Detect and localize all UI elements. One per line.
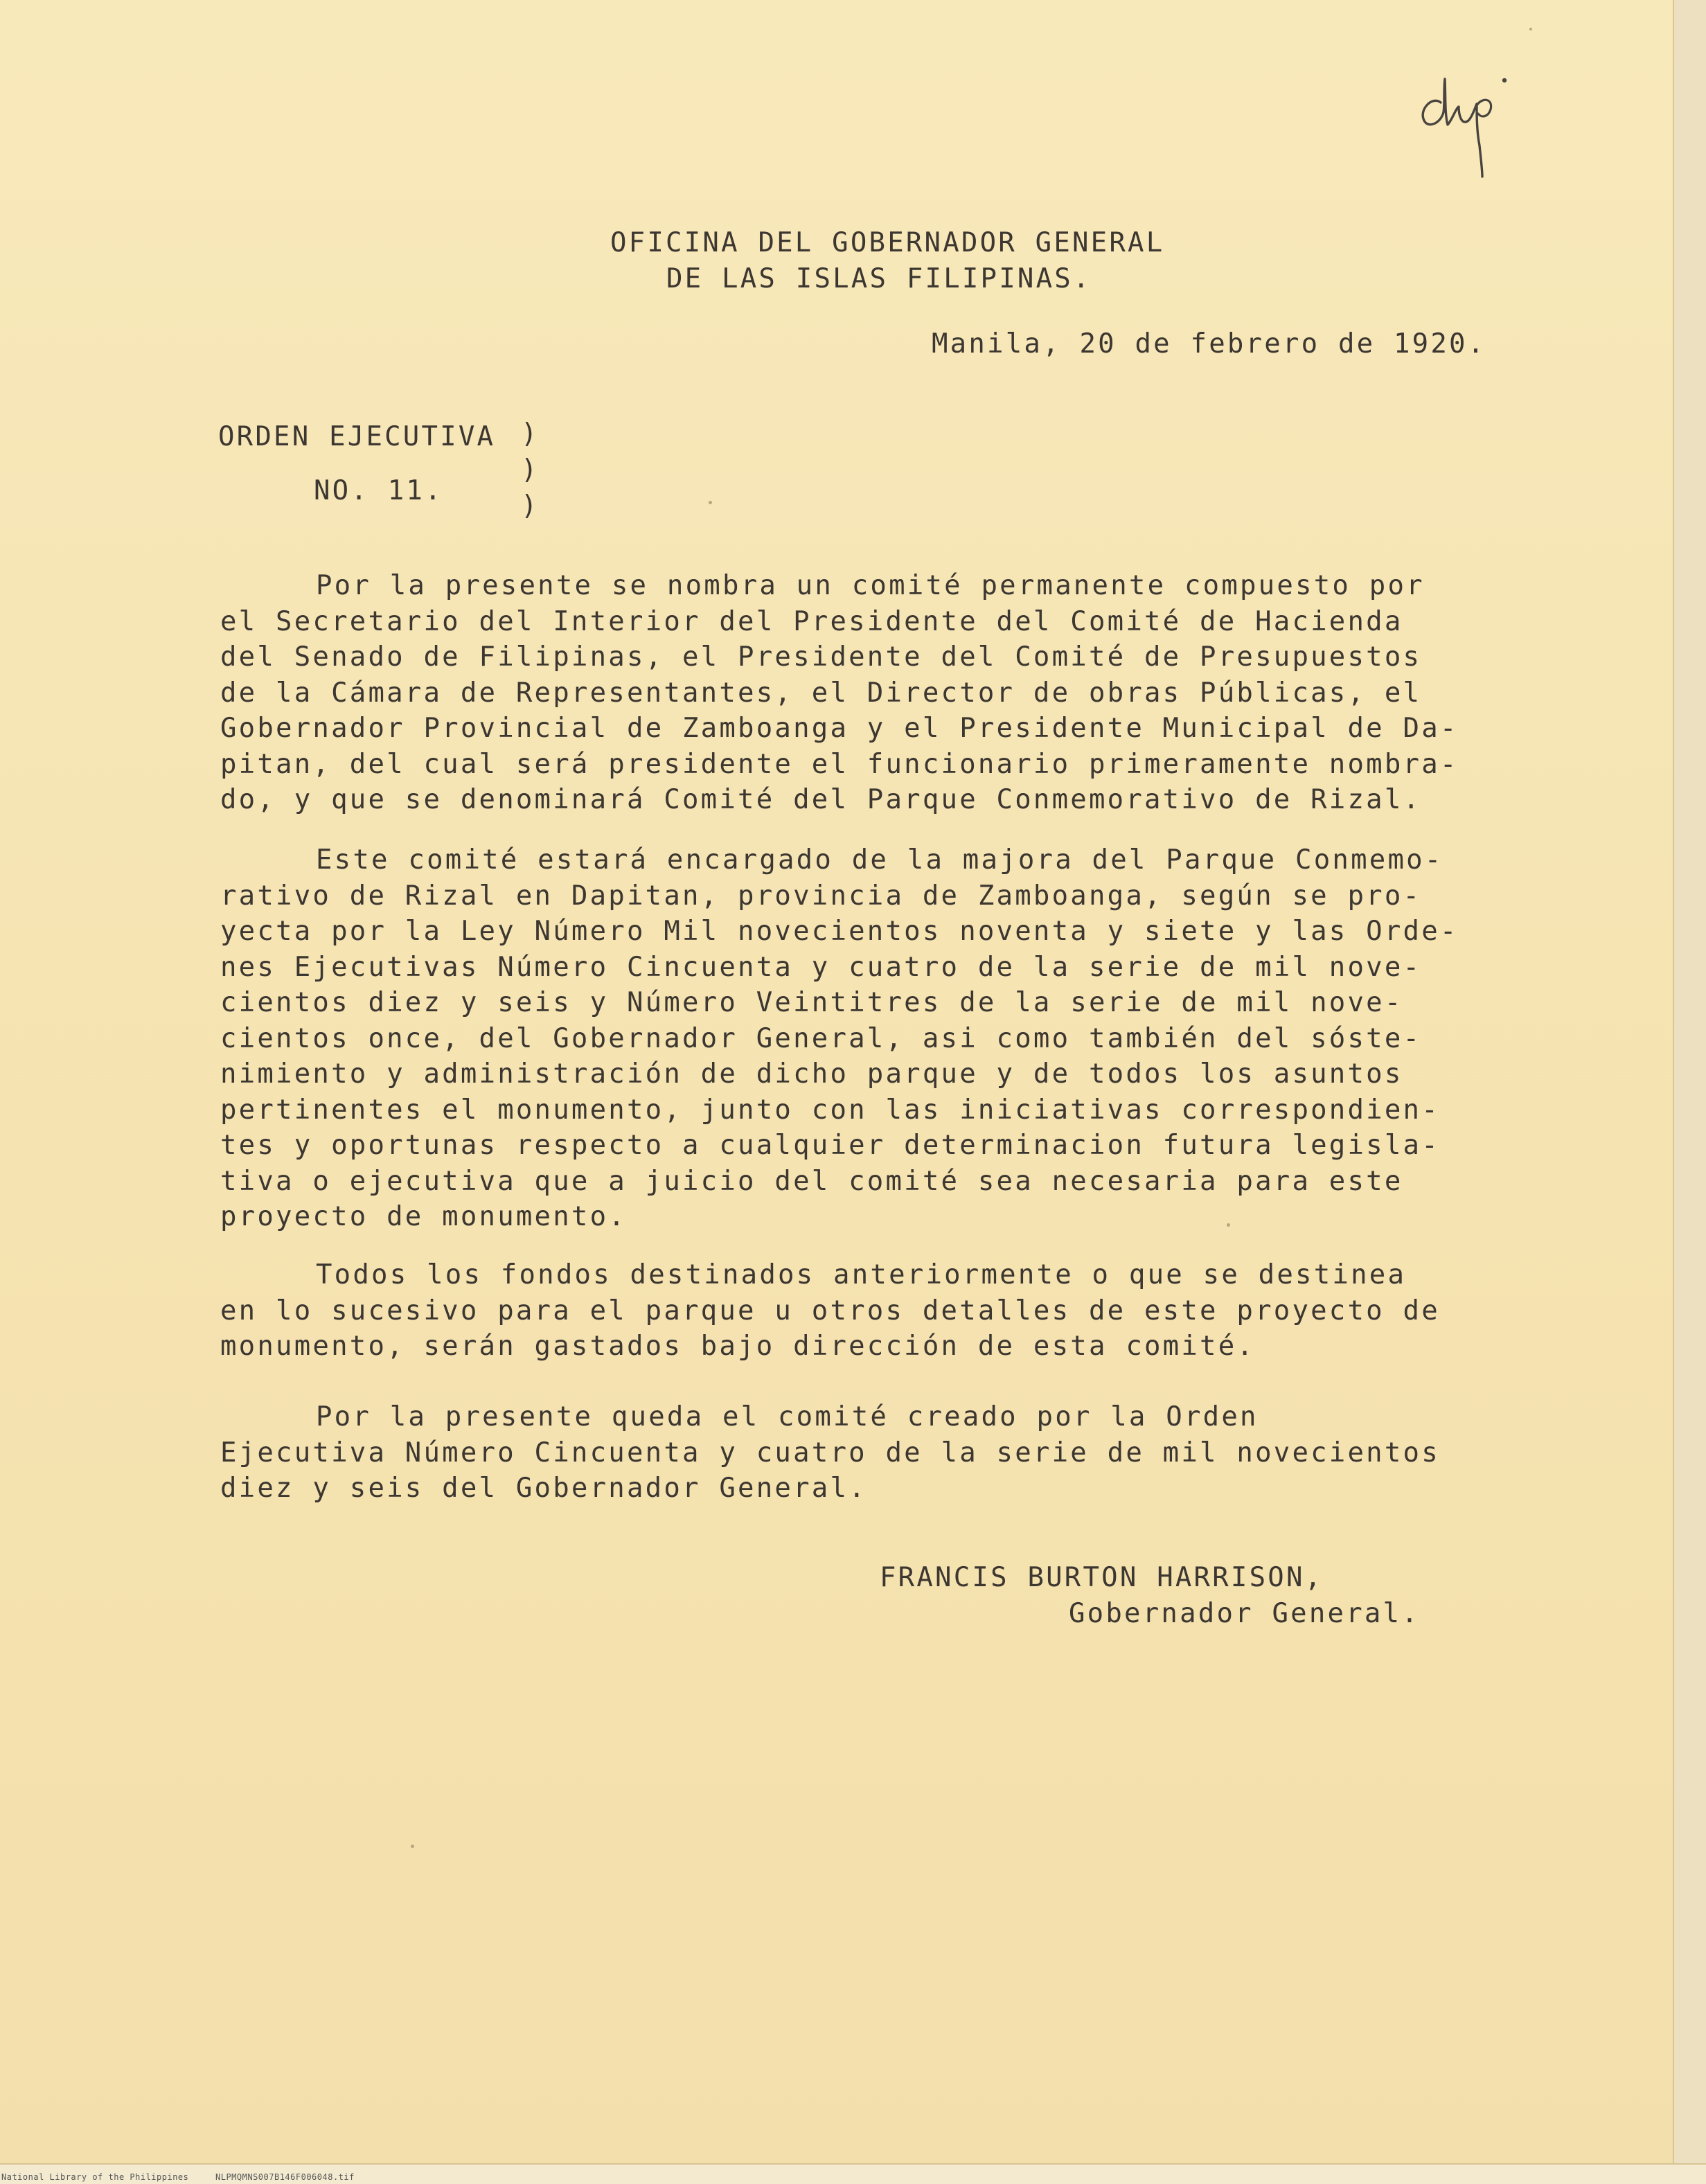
office-heading-line2: DE LAS ISLAS FILIPINAS. [666,263,1092,294]
body-paragraph-1: Por la presente se nombra un comité permanente compuesto por el Secretario del Interior del Presidente del Comité de Hacienda del Senado de Filipinas, el Presidente del Comité de Presupuestos de la Cámara de Representantes, el Director de obras Públicas, el Gobernador Provincial de Zamboanga y el Presidente Municipal de Da- pitan, del cual será presidente el funcionario primeramente nombra- do, y que se denominará Comité del Parque Conmemorativo de Rizal. [220,570,1459,815]
body-paragraph-2: Este comité estará encargado de la majora del Parque Conmemo- rativo de Rizal en Dapitan, provincia de Zamboanga, según se pro- yecta por la Ley Número Mil novecientos noventa y siete y las Orde- nes Ejecutivas Número Cincuenta y cuatro de la serie de mil nove- cientos diez y seis y Número Veintitres de la serie de mil nove- cientos once, del Gobernador General, asi como también del sóste- nimiento y administración de dicho parque y de todos los asuntos pertinentes el monumento, junto con las iniciativas correspondien- tes y oportunas respecto a cualquier determinacion futura legisla- tiva o ejecutiva que a juicio del comité sea necesaria para este proyecto de monumento. [220,844,1459,1232]
order-number: NO. 11. [314,475,443,506]
handwritten-note-icon [1413,48,1552,180]
office-heading-line1: OFICINA DEL GOBERNADOR GENERAL [610,227,1165,258]
file-id: NLPMQMNS007B146F006048.tif [215,2172,355,2182]
paper-speck [411,1845,414,1848]
body-paragraph-4: Por la presente queda el comité creado por la Orden Ejecutiva Número Cincuenta y cuatro de la serie de mil novecientos diez y seis del Gobernador General. [220,1401,1440,1504]
archive-caption [1,2172,355,2182]
paper-speck [1529,28,1532,30]
order-bracket-2: ) [521,454,540,486]
signatory-title: Gobernador General. [1069,1598,1420,1629]
signatory-name: FRANCIS BURTON HARRISON, [880,1562,1324,1593]
order-title: ORDEN EJECUTIVA [218,421,496,452]
paper-edge-right [1673,0,1706,2184]
library-name: National Library of the Philippines [1,2172,189,2182]
paper-speck [709,501,712,504]
order-bracket-3: ) [521,490,540,522]
order-bracket-1: ) [521,418,540,450]
paper-speck [1227,1223,1230,1227]
document-date: Manila, 20 de febrero de 1920. [932,328,1486,359]
body-paragraph-3: Todos los fondos destinados anteriormente o que se destinea en lo sucesivo para el parque u otros detalles de este proyecto de monumento, serán gastados bajo dirección de esta comité. [220,1259,1440,1362]
